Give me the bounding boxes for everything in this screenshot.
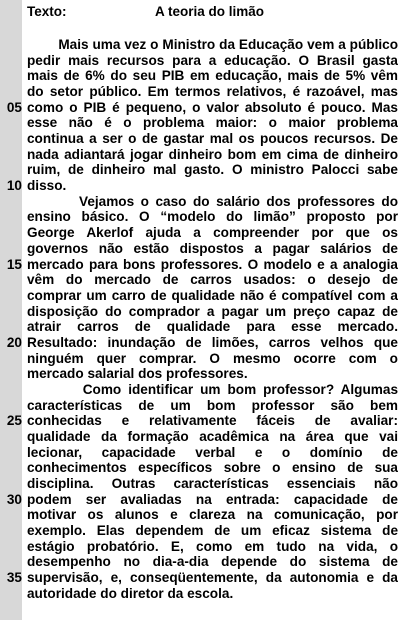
line-number: 05 xyxy=(6,99,22,115)
text-line: exemplo. Elas dependem de um eficaz sistema de xyxy=(27,523,398,539)
text-line: conhecidas e relativamente fáceis de avaliar: xyxy=(27,413,398,429)
text-line: supervisão, e, conseqüentemente, da autonomia e da xyxy=(27,570,398,586)
text-line: disciplina. Outras características essenciais não xyxy=(27,476,398,492)
line-number: 20 xyxy=(6,334,22,350)
text-line: ninguém quer comprar. O mesmo ocorre com o xyxy=(27,350,398,366)
text-line: desempenho no dia-a-dia depende do sistema de xyxy=(27,554,398,570)
text-line: mercado para bons professores. O modelo e a analogia xyxy=(27,256,398,272)
line-number: 35 xyxy=(6,570,22,586)
text-title: A teoria do limão xyxy=(155,4,265,19)
line-number: 10 xyxy=(6,178,22,194)
text-line: ensino básico. O “modelo do limão” proposto por xyxy=(27,209,398,225)
text-line: pedir mais recursos para a educação. O Brasil gasta xyxy=(27,52,398,68)
text-line: características de um bom professor são bem xyxy=(27,397,398,413)
line-number: 25 xyxy=(6,413,22,429)
text-line: esse não é o problema maior: o maior problema xyxy=(27,115,398,131)
text-line: mais de 6% do seu PIB em educação, mais de 5% vêm xyxy=(27,68,398,84)
text-line: como o PIB é pequeno, o valor absoluto é pouco. Mas xyxy=(27,99,398,115)
text-line: conhecimentos específicos sobre o ensino de sua xyxy=(27,460,398,476)
text-label: Texto: xyxy=(27,4,67,19)
text-line: atrair carros de qualidade para esse mercado. xyxy=(27,319,398,335)
text-line: governos não estão dispostos a pagar salários de xyxy=(27,240,398,256)
text-line: Mais uma vez o Ministro da Educação vem a público xyxy=(27,37,398,52)
line-number: 15 xyxy=(6,256,22,272)
text-line: George Akerlof ajuda a compreender por que os xyxy=(27,225,398,241)
text-line: disso. xyxy=(27,178,67,194)
text-line: mercado salarial dos professores. xyxy=(27,366,248,382)
text-line: podem ser avaliadas na entrada: capacidade de xyxy=(27,491,398,507)
text-line: estágio probatório. E, como em tudo na vida, o xyxy=(27,538,398,554)
text-line: Resultado: inundação de limões, carros velhos que xyxy=(27,334,398,350)
text-line: ruim, de dinheiro mal gasto. O ministro Palocci sabe xyxy=(27,162,398,178)
line-number: 30 xyxy=(6,491,22,507)
text-line: qualidade da formação acadêmica na área que vai xyxy=(27,429,398,444)
text-line: autoridade do diretor da escola. xyxy=(27,585,234,601)
text-line: do setor público. Em termos relativos, é razoável, mas xyxy=(27,84,398,100)
document-header xyxy=(27,4,402,21)
text-line: vêm do mercado de carros usados: o desejo de xyxy=(27,272,398,288)
text-line: Vejamos o caso do salário dos professores do xyxy=(27,193,398,209)
text-line: lecionar, capacidade verbal e o domínio de xyxy=(27,444,398,460)
text-line: continua a ser o de gastar mal os poucos recursos. De xyxy=(27,131,398,147)
text-line: nada adiantará jogar dinheiro bom em cima de dinheiro xyxy=(27,146,398,162)
text-line: Como identificar um bom professor? Algumas xyxy=(27,381,398,397)
text-line: comprar um carro de qualidade não é compatível com a xyxy=(27,287,398,303)
line-number-gutter xyxy=(0,0,22,620)
text-line: disposição do comprador a pagar um preço capaz de xyxy=(27,303,398,319)
text-line: motivar os alunos e clareza na comunicação, por xyxy=(27,507,398,523)
